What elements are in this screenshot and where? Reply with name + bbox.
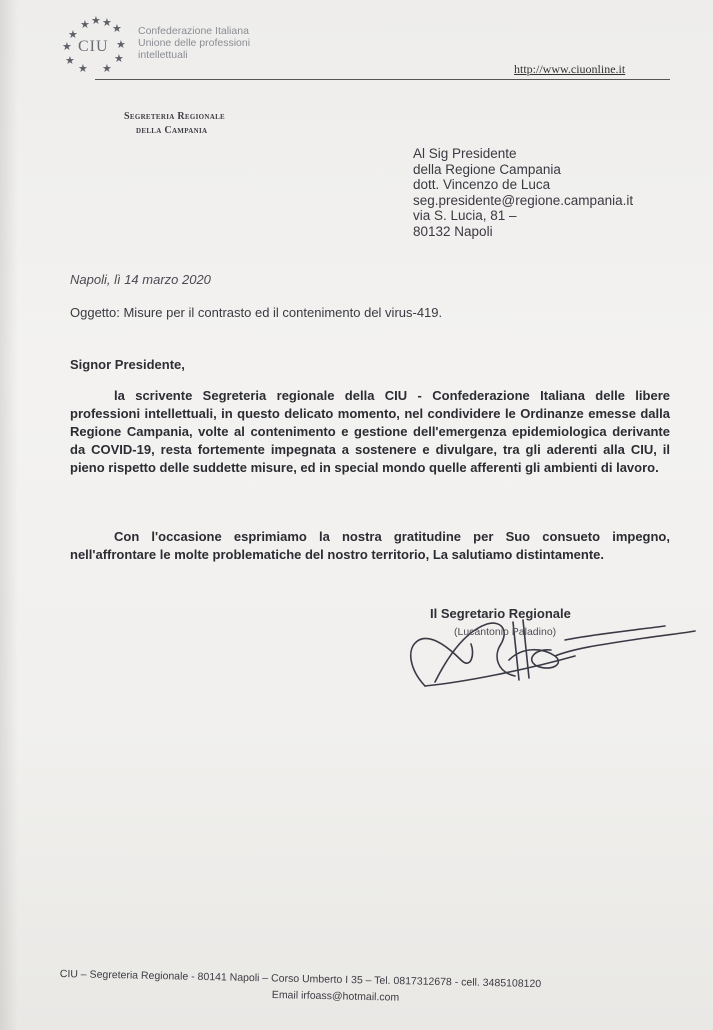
ciu-logo (60, 16, 132, 76)
star-icon: ★ (62, 41, 72, 53)
star-icon: ★ (116, 39, 126, 51)
header-divider (95, 79, 670, 80)
logo-text: CIU (78, 38, 109, 55)
star-icon: ★ (78, 63, 88, 75)
signatory-title: Il Segretario Regionale (430, 606, 571, 621)
signatory-name: (Lucantonio Paladino) (454, 626, 557, 638)
sender-office: Segreteria Regionale della Campania (124, 111, 226, 136)
star-icon: ★ (102, 63, 112, 75)
star-icon: ★ (65, 55, 75, 67)
star-icon: ★ (91, 15, 101, 27)
star-icon: ★ (102, 17, 112, 29)
footer-address: CIU – Segreteria Regionale - 80141 Napoli – Corso Umberto I 35 – Tel. 0817312678 - cell. 3485108120 (59, 968, 542, 991)
letter-subject: Oggetto: Misure per il contrasto ed il contenimento del virus-419. (70, 305, 443, 320)
body-paragraph-1: la scrivente Segreteria regionale della CIU - Confederazione Italiana delle libere professioni intellettuali, in questo delicato momento, nel condividere le Ordinanze emesse dalla Regione Campania, volte al contenimento e gestione dell'emergenza epidemiologica derivante da COVID-19, resta fortemente impegnata a sostenere e divulgare, tra gli aderenti alla CIU, il pieno rispetto delle suddette misure, ed in special mondo quelle afferenti gli ambienti di lavoro. (70, 388, 670, 475)
website-link[interactable]: http://www.ciuonline.it (514, 62, 626, 76)
star-icon: ★ (68, 29, 78, 41)
star-icon: ★ (114, 53, 124, 65)
salutation: Signor Presidente, (70, 357, 185, 372)
recipient-email[interactable]: seg.presidente@regione.campania.it (413, 192, 634, 208)
star-icon: ★ (80, 19, 90, 31)
footer-email[interactable]: Email irfoass@hotmail.com (271, 989, 400, 1004)
body-paragraph-2: Con l'occasione esprimiamo la nostra gratitudine per Suo consueto impegno, nell'affrontare le molte problematiche del nostro territorio, La salutiamo distintamente. (70, 529, 670, 562)
star-icon: ★ (112, 23, 122, 35)
letter-date: Napoli, lì 14 marzo 2020 (70, 272, 211, 287)
recipient-address: Al Sig Presidente della Regione Campania dott. Vincenzo de Luca seg.presidente@regione.campania.it via S. Lucia, 81 – 80132 Napoli (413, 146, 634, 239)
organization-name: Confederazione Italiana Unione delle professioni intellettuali (138, 25, 251, 61)
